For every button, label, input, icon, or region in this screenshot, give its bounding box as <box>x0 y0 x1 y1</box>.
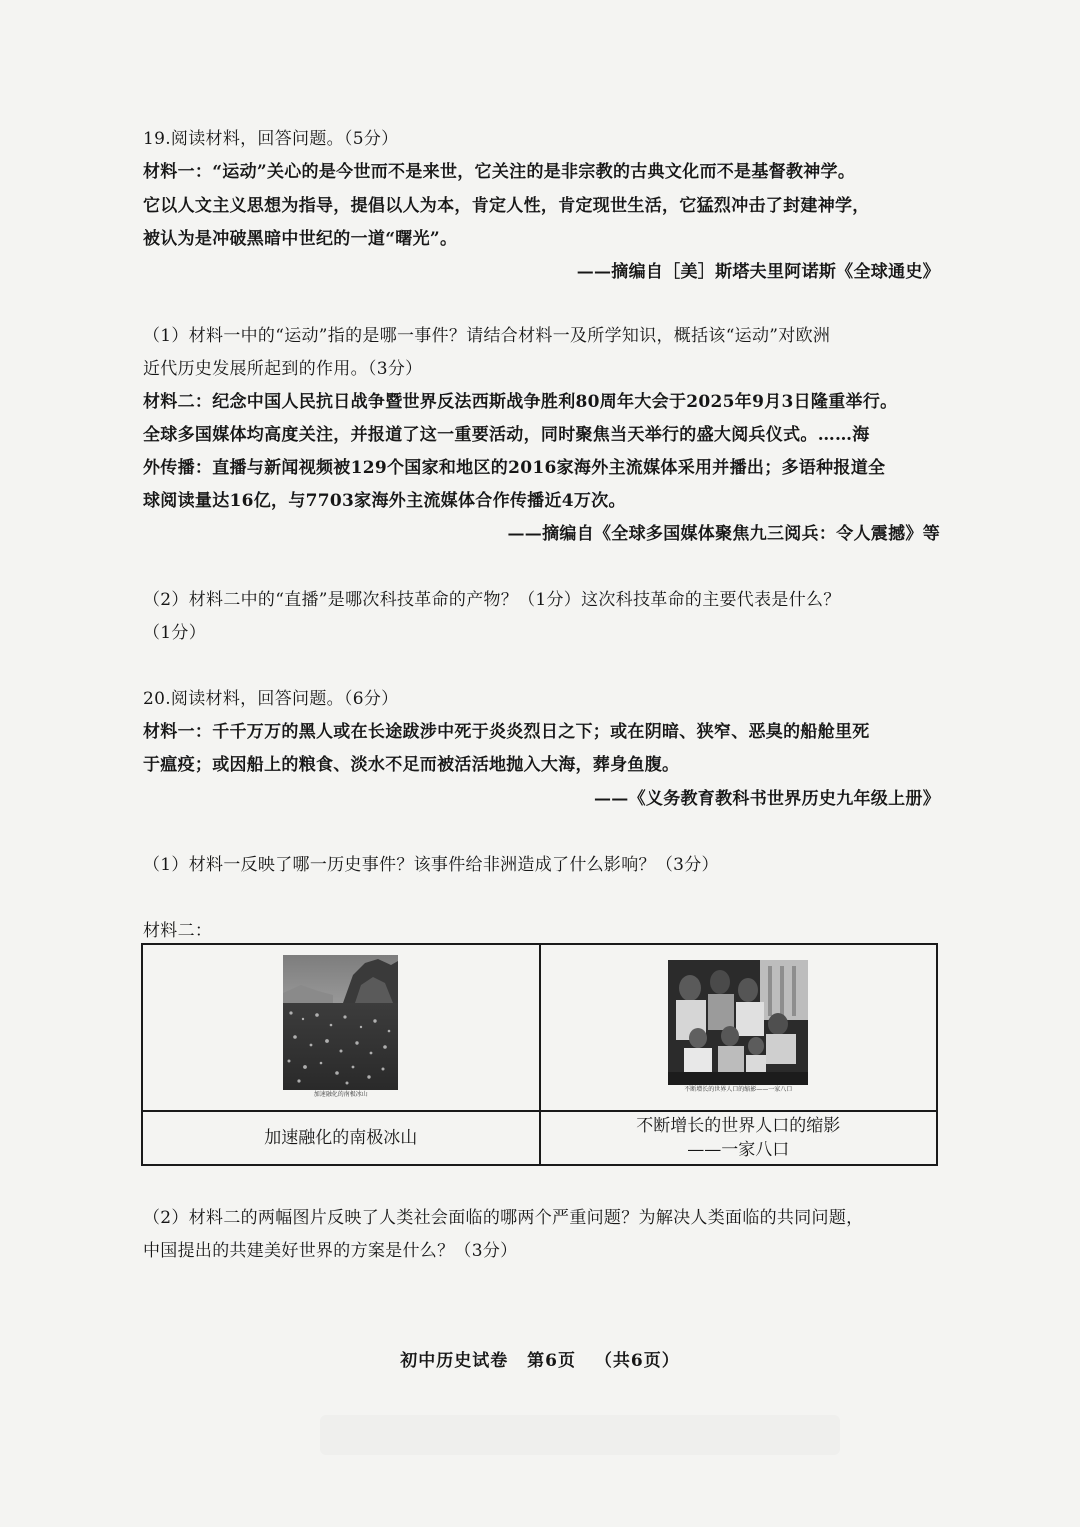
left-caption-cell <box>142 1111 540 1165</box>
footer-total-pages: （共6页） <box>594 1351 680 1371</box>
q19-sub1-line: 近代历史发展所起到的作用。（3分） <box>143 359 423 379</box>
q19-sub2-line: （2）材料二中的“直播”是哪次科技革命的产物？（1分）这次科技革命的主要代表是什么？ <box>143 590 841 610</box>
q20-sub2-line: 中国提出的共建美好世界的方案是什么？（3分） <box>143 1241 518 1261</box>
right-caption-line2: ——一家八口 <box>687 1140 790 1160</box>
q19-sub1-line: （1）材料一中的“运动”指的是哪一事件？请结合材料一及所学知识，概括该“运动”对欧洲 <box>143 326 831 346</box>
family-image <box>668 960 808 1085</box>
q19-material1-line: 材料一：“运动”关心的是今世而不是来世，它关注的是非宗教的古典文化而不是基督教神学。 <box>143 162 856 182</box>
iceberg-image <box>283 955 398 1090</box>
antarctic-iceberg-photo <box>283 955 398 1099</box>
q20-material2-label: 材料二： <box>143 921 213 941</box>
q20-sub2-line: （2）材料二的两幅图片反映了人类社会面临的哪两个严重问题？为解决人类面临的共同问题， <box>143 1208 864 1228</box>
q19-material2-line: 外传播：直播与新闻视频被129个国家和地区的2016家海外主流媒体采用并播出；多语种报道全 <box>143 458 886 478</box>
q19-material2-source: ——摘编自《全球多国媒体聚焦九三阅兵：令人震撼》等 <box>507 524 940 544</box>
right-caption-cell <box>540 1111 938 1165</box>
left-photo-caption: 加速融化的南极冰山 <box>313 1091 368 1098</box>
q20-sub1: （1）材料一反映了哪一历史事件？该事件给非洲造成了什么影响？（3分） <box>143 855 719 875</box>
family-of-eight-photo <box>668 960 808 1094</box>
q20-material1-line: 材料一：千千万万的黑人或在长途跋涉中死于炎炎烈日之下；或在阴暗、狭窄、恶臭的船舱里死 <box>143 722 870 742</box>
material2-table <box>141 943 938 1166</box>
q20-title: 20.阅读材料，回答问题。（6分） <box>143 689 399 709</box>
page-footer <box>0 1350 1080 1372</box>
footer-exam-name: 初中历史试卷 <box>400 1351 509 1371</box>
scan-smudge <box>320 1415 840 1455</box>
q19-material1-line: 被认为是冲破黑暗中世纪的一道“曙光”。 <box>143 229 458 249</box>
q19-material1-source: ——摘编自［美］斯塔夫里阿诺斯《全球通史》 <box>576 262 940 282</box>
q19-material2-line: 全球多国媒体均高度关注，并报道了这一重要活动，同时聚焦当天举行的盛大阅兵仪式。……海 <box>143 425 870 445</box>
right-caption-line1: 不断增长的世界人口的缩影 <box>636 1116 841 1136</box>
left-caption: 加速融化的南极冰山 <box>264 1128 418 1148</box>
q19-material1-line: 它以人文主义思想为指导，提倡以人为本，肯定人性，肯定现世生活，它猛烈冲击了封建神学， <box>143 196 870 216</box>
q19-material2-line: 球阅读量达16亿，与7703家海外主流媒体合作传播近4万次。 <box>143 491 626 511</box>
table-cell-right-image <box>540 944 938 1111</box>
q20-material1-source: ——《义务教育教科书世界历史九年级上册》 <box>594 789 940 809</box>
footer-page-number: 第6页 <box>527 1351 576 1371</box>
q19-sub2-line: （1分） <box>143 623 207 643</box>
table-cell-left-image <box>142 944 540 1111</box>
q20-material1-line: 于瘟疫；或因船上的粮食、淡水不足而被活活地抛入大海，葬身鱼腹。 <box>143 755 680 775</box>
q19-title: 19.阅读材料，回答问题。（5分） <box>143 129 399 149</box>
q19-material2-line: 材料二：纪念中国人民抗日战争暨世界反法西斯战争胜利80周年大会于2025年9月3日隆重举行。 <box>143 392 898 412</box>
right-photo-caption: 不断增长的世界人口的缩影——一家八口 <box>684 1086 793 1093</box>
